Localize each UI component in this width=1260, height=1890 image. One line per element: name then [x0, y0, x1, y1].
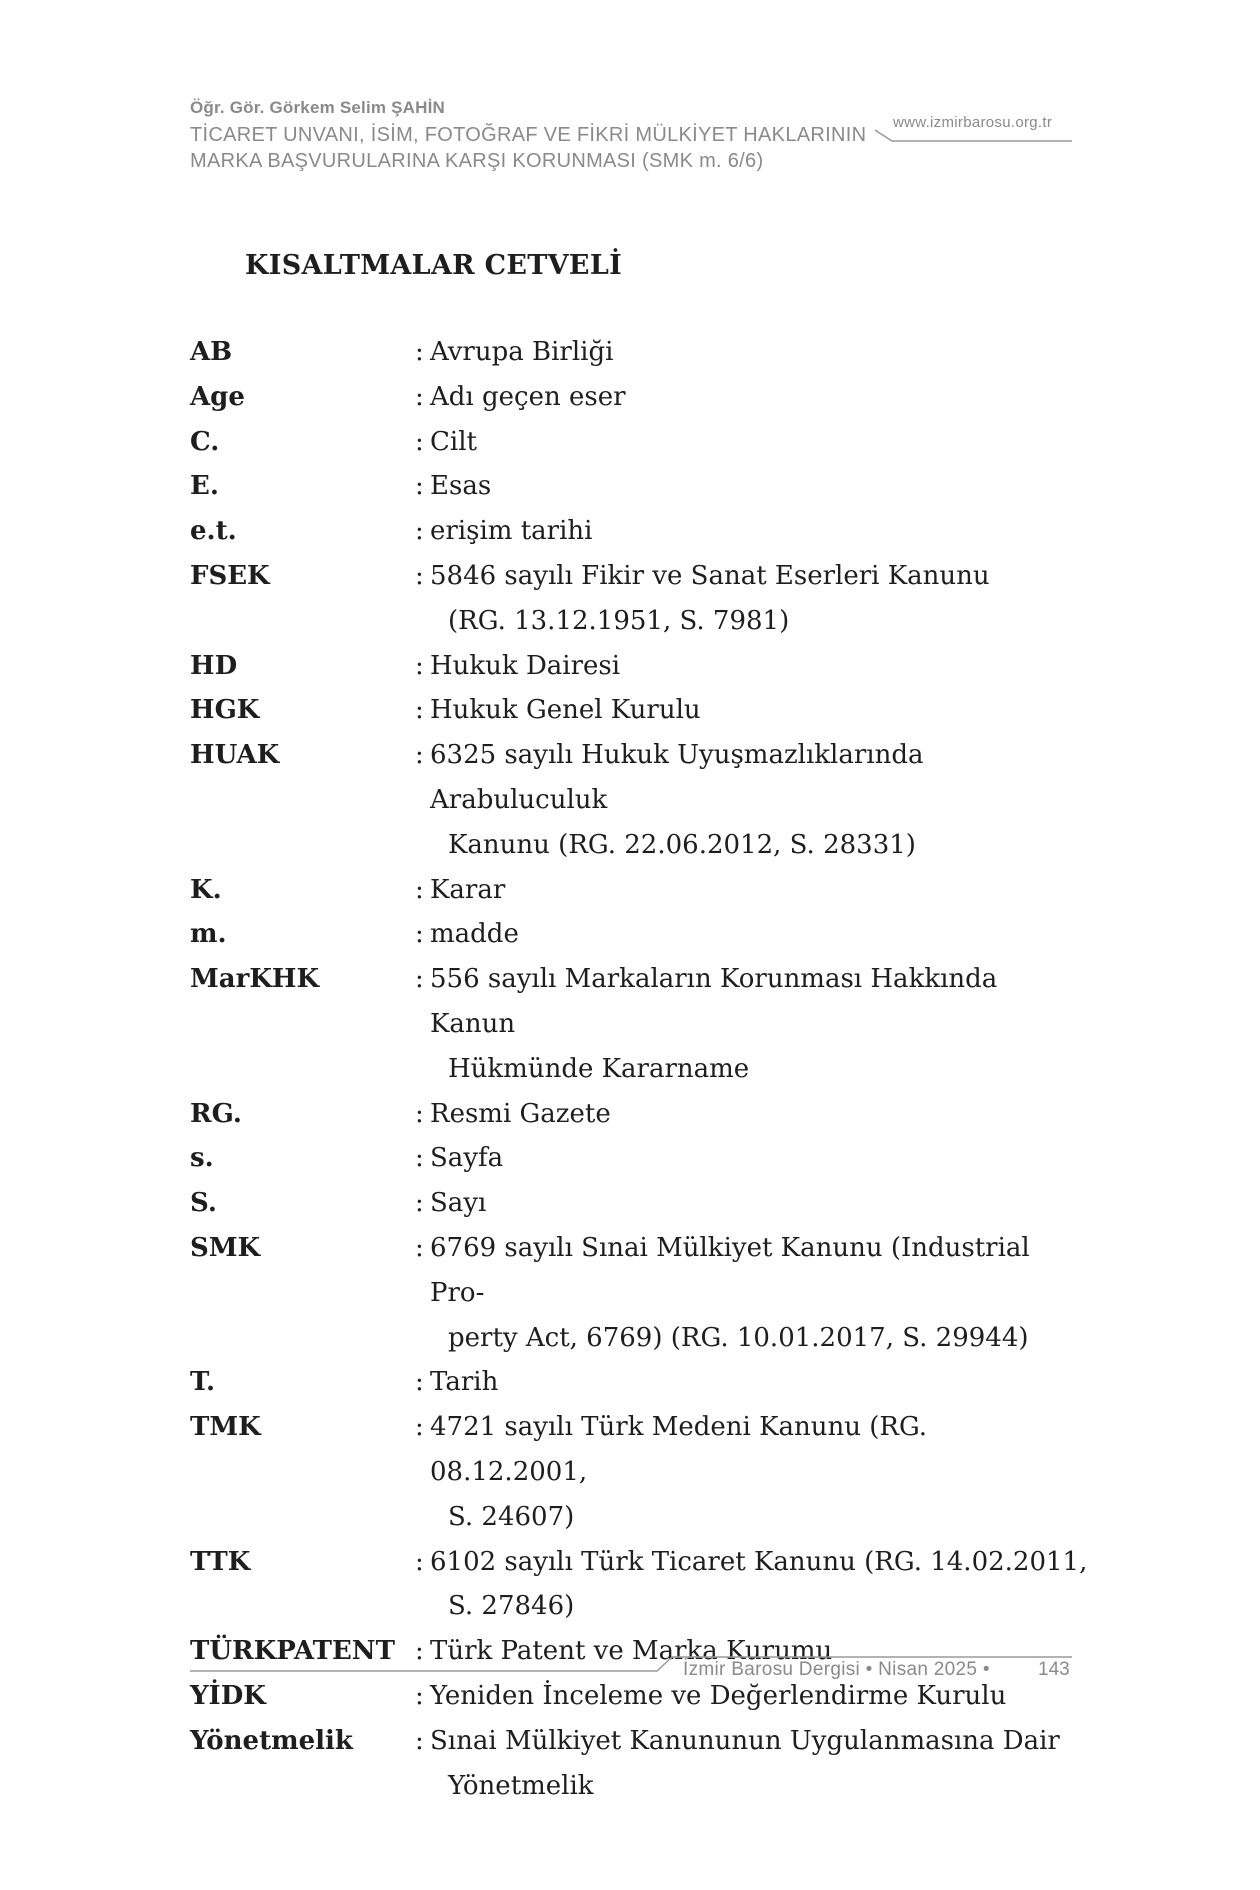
- colon-separator: :: [415, 740, 424, 771]
- abbreviation-term: TMK: [190, 1412, 261, 1443]
- colon-separator: :: [415, 1412, 424, 1443]
- definition-line: Esas: [430, 471, 492, 502]
- abbreviation-row: [190, 1136, 1090, 1181]
- colon-separator: :: [415, 1546, 424, 1577]
- abbreviation-row: [190, 1092, 1090, 1137]
- colon-separator: :: [415, 516, 424, 547]
- article-title-line-2: MARKA BAŞVURULARINA KARŞI KORUNMASI (SMK m. 6/6): [190, 150, 764, 172]
- abbreviation-definition: [430, 912, 1090, 957]
- abbreviation-definition: [430, 464, 1090, 509]
- definition-line: 6102 sayılı Türk Ticaret Kanunu (RG. 14.02.2011,: [430, 1546, 1088, 1577]
- definition-line: Avrupa Birliği: [430, 337, 614, 367]
- abbreviation-definition: [430, 733, 1090, 867]
- definition-line: 4721 sayılı Türk Medeni Kanunu (RG. 08.12.2001,: [430, 1412, 928, 1487]
- abbreviation-row: [190, 868, 1090, 913]
- colon-separator: :: [415, 337, 424, 367]
- definition-continuation: S. 24607): [448, 1501, 575, 1532]
- abbreviation-term: HUAK: [190, 740, 280, 771]
- abbreviation-term: S.: [190, 1188, 217, 1219]
- abbreviation-row: [190, 644, 1090, 689]
- website-url: www.izmirbarosu.org.tr: [893, 114, 1053, 131]
- abbreviation-definition: [430, 420, 1090, 465]
- colon-separator: :: [415, 964, 424, 995]
- definition-line: Sayfa: [430, 1143, 504, 1174]
- abbreviation-definition: [430, 688, 1090, 733]
- abbreviation-row: [190, 1405, 1090, 1539]
- abbreviation-definition: [430, 509, 1090, 554]
- colon-separator: :: [415, 560, 424, 591]
- author-name: Öğr. Gör. Görkem Selim ŞAHİN: [190, 98, 446, 117]
- abbreviation-definition: [430, 375, 1090, 420]
- abbreviation-row: [190, 554, 1090, 644]
- page-number: 143: [1038, 1659, 1070, 1680]
- abbreviation-row: [190, 1181, 1090, 1226]
- definition-continuation: Hükmünde Kararname: [448, 1053, 750, 1084]
- abbreviation-definition: [430, 644, 1090, 689]
- definition-line: Adı geçen eser: [430, 381, 626, 412]
- abbreviation-row: [190, 1226, 1090, 1360]
- abbreviation-row: [190, 464, 1090, 509]
- abbreviation-definition: [430, 330, 1090, 375]
- colon-separator: :: [415, 1725, 424, 1756]
- definition-line: 556 sayılı Markaların Korunması Hakkında Kanun: [430, 964, 998, 1039]
- definition-line: Hukuk Dairesi: [430, 650, 621, 681]
- abbreviation-term: Yönetmelik: [190, 1725, 353, 1756]
- colon-separator: :: [415, 471, 424, 502]
- journal-footer: İzmir Barosu Dergisi • Nisan 2025 •: [683, 1659, 990, 1680]
- definition-continuation: Kanunu (RG. 22.06.2012, S. 28331): [448, 829, 916, 860]
- abbreviation-term: K.: [190, 874, 222, 905]
- abbreviation-term: MarKHK: [190, 964, 320, 995]
- abbreviation-row: [190, 420, 1090, 465]
- colon-separator: :: [415, 874, 424, 905]
- definition-line: Cilt: [430, 426, 477, 457]
- definition-line: madde: [430, 919, 519, 950]
- abbreviation-term: AB: [190, 337, 233, 367]
- definition-line: Karar: [430, 874, 506, 905]
- definition-line: Hukuk Genel Kurulu: [430, 695, 701, 726]
- abbreviation-definition: [430, 1226, 1090, 1360]
- abbreviation-term: TÜRKPATENT: [190, 1636, 395, 1667]
- definition-line: Sayı: [430, 1188, 487, 1219]
- abbreviation-term: SMK: [190, 1232, 261, 1263]
- abbreviation-term: HGK: [190, 695, 260, 726]
- definition-continuation: Yönetmelik: [448, 1770, 594, 1801]
- colon-separator: :: [415, 381, 424, 412]
- abbreviation-definition: [430, 868, 1090, 913]
- colon-separator: :: [415, 1188, 424, 1219]
- definition-line: Yeniden İnceleme ve Değerlendirme Kurulu: [430, 1680, 1007, 1711]
- colon-separator: :: [415, 426, 424, 457]
- abbreviation-definition: [430, 1136, 1090, 1181]
- abbreviation-term: FSEK: [190, 560, 270, 591]
- colon-separator: :: [415, 1367, 424, 1398]
- colon-separator: :: [415, 1098, 424, 1129]
- header-rule: [0, 0, 1260, 160]
- definition-line: Türk Patent ve Marka Kurumu: [430, 1636, 833, 1667]
- abbreviation-term: TTK: [190, 1546, 251, 1577]
- abbreviation-term: C.: [190, 426, 220, 457]
- abbreviation-term: RG.: [190, 1098, 242, 1129]
- abbreviation-term: e.t.: [190, 516, 237, 547]
- abbreviation-row: [190, 912, 1090, 957]
- colon-separator: :: [415, 1636, 424, 1667]
- abbreviation-term: YİDK: [190, 1680, 266, 1711]
- colon-separator: :: [415, 650, 424, 681]
- definition-line: 5846 sayılı Fikir ve Sanat Eserleri Kanunu: [430, 560, 990, 591]
- abbreviation-row: [190, 1360, 1090, 1405]
- colon-separator: :: [415, 1143, 424, 1174]
- abbreviation-row: [190, 733, 1090, 867]
- abbreviation-definition: [430, 1092, 1090, 1137]
- abbreviation-row: [190, 1719, 1090, 1809]
- abbreviation-definition: [430, 1719, 1090, 1809]
- definition-line: 6325 sayılı Hukuk Uyuşmazlıklarında Arabuluculuk: [430, 740, 924, 815]
- abbreviation-definition: [430, 1540, 1090, 1630]
- definition-line: 6769 sayılı Sınai Mülkiyet Kanunu (Industrial Pro-: [430, 1232, 1030, 1308]
- abbreviation-definition: [430, 1181, 1090, 1226]
- colon-separator: :: [415, 695, 424, 726]
- colon-separator: :: [415, 919, 424, 950]
- article-title-line-1: TİCARET UNVANI, İSİM, FOTOĞRAF VE FİKRİ MÜLKİYET HAKLARININ: [190, 124, 867, 146]
- definition-line: Tarih: [430, 1367, 499, 1398]
- abbreviation-term: m.: [190, 919, 227, 950]
- abbreviation-row: [190, 957, 1090, 1091]
- abbreviation-definition: [430, 957, 1090, 1091]
- definition-continuation: perty Act, 6769) (RG. 10.01.2017, S. 29944): [448, 1322, 1029, 1353]
- abbreviation-term: s.: [190, 1143, 214, 1174]
- definition-line: erişim tarihi: [430, 516, 593, 547]
- abbreviation-row: [190, 1540, 1090, 1630]
- abbreviation-definition: [430, 1360, 1090, 1405]
- abbreviation-term: Age: [190, 381, 245, 412]
- page-heading: KISALTMALAR CETVELİ: [245, 250, 623, 281]
- abbreviation-row: [190, 330, 1090, 375]
- definition-line: Resmi Gazete: [430, 1098, 611, 1129]
- abbreviation-definition: [430, 554, 1090, 644]
- definition-continuation: S. 27846): [448, 1591, 575, 1622]
- abbreviation-definition: [430, 1405, 1090, 1539]
- abbreviation-row: [190, 375, 1090, 420]
- abbreviation-row: [190, 509, 1090, 554]
- abbreviation-row: [190, 688, 1090, 733]
- colon-separator: :: [415, 1680, 424, 1711]
- abbreviation-term: T.: [190, 1367, 216, 1398]
- definition-line: Sınai Mülkiyet Kanununun Uygulanmasına Dair: [430, 1725, 1060, 1756]
- colon-separator: :: [415, 1232, 424, 1263]
- abbreviation-term: HD: [190, 650, 238, 681]
- abbreviation-term: E.: [190, 471, 219, 502]
- abbreviation-list: [190, 330, 1090, 1808]
- definition-continuation: (RG. 13.12.1951, S. 7981): [448, 605, 790, 636]
